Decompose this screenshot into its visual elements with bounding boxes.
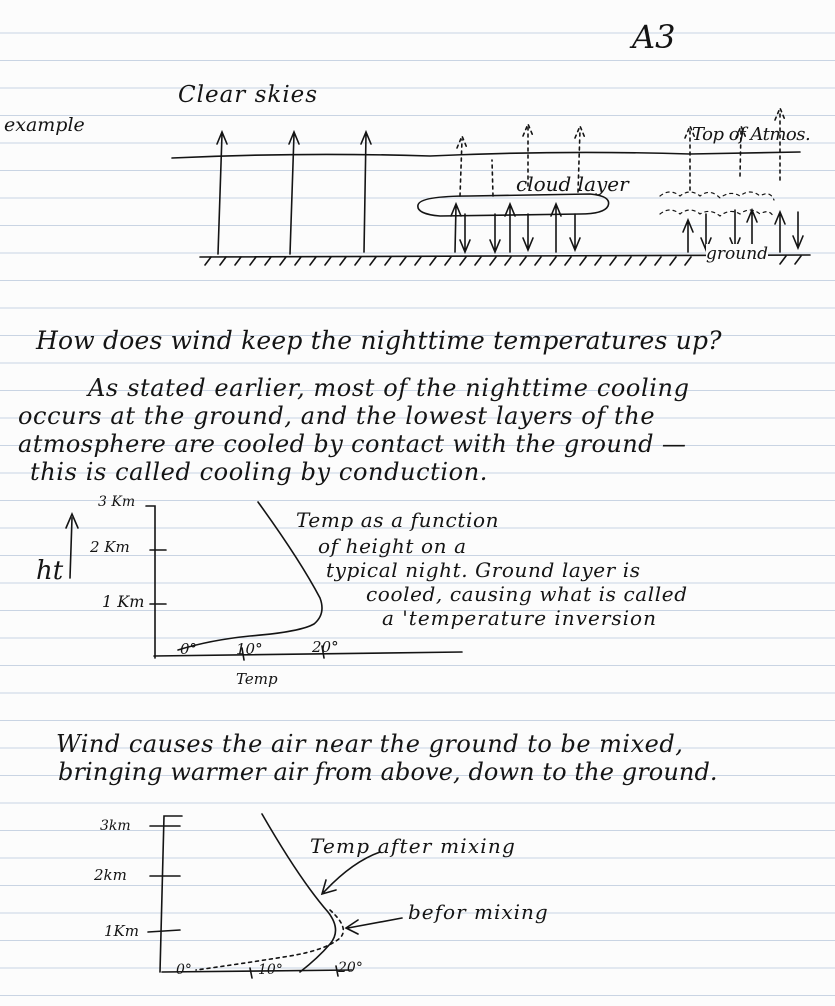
graph2-y-tick-2km: 2km [94,866,127,884]
graph1-y-tick-2km: 2 Km [90,538,130,556]
graph1-x-axis-label: Temp [236,670,278,688]
graph1-y-tick-3km: 3 Km [98,494,136,510]
graph1-x-tick-20: 20° [312,638,339,656]
graph1-caption-line3: typical night. Ground layer is [326,558,641,582]
height-arrow [66,514,78,578]
question-heading: How does wind keep the nighttime temperatures up? [36,326,722,355]
top-of-atmosphere-line [172,152,800,158]
clear-sky-arrows [217,132,371,254]
graph1-y-axis-label: ht [36,556,64,586]
arrow-before-mixing [346,918,402,934]
graph1-x-tick-10: 10° [236,640,263,658]
graph2-y-tick-1km: 1Km [104,922,139,940]
paragraph1-line1: As stated earlier, most of the nighttime cooling [88,374,690,402]
graph2-x-tick-0: 0° [176,962,192,978]
graph1-caption-line4: cooled, causing what is called [366,582,688,606]
graph2-label-before-mixing: befor mixing [408,900,549,924]
top-of-atmosphere-label: Top of Atmos. [692,124,811,145]
graph1-caption-line1: Temp as a function [296,508,500,532]
graph2-label-after-mixing: Temp after mixing [310,834,516,858]
example-note: example [4,114,85,136]
graph1-caption-line2: of height on a [318,534,467,558]
paragraph1-line2: occurs at the ground, and the lowest layers of the [18,402,656,430]
page-label: A3 [632,18,676,56]
graph1-caption-line5: a 'temperature inversion [382,606,657,630]
graph2-y-tick-3km: 3km [100,818,131,834]
graph1-y-tick-1km: 1 Km [102,592,145,611]
clear-skies-label: Clear skies [178,82,319,108]
graph2-before-mixing-curve [196,910,343,970]
graph1-x-tick-0: 0° [180,640,198,658]
graph2-x-tick-20: 20° [338,960,363,976]
cloud-layer-label: cloud layer [516,172,629,196]
paragraph1-line4: this is called cooling by conduction. [30,458,488,486]
graph2-x-tick-10: 10° [258,962,283,978]
arrow-after-mixing [322,852,380,894]
paragraph2-line2: bringing warmer air from above, down to the ground. [58,758,718,786]
paragraph2-line1: Wind causes the air near the ground to be mixed, [56,730,684,758]
ground-label: ground [706,244,769,264]
paragraph1-line3: atmosphere are cooled by contact with the ground — [18,430,687,458]
